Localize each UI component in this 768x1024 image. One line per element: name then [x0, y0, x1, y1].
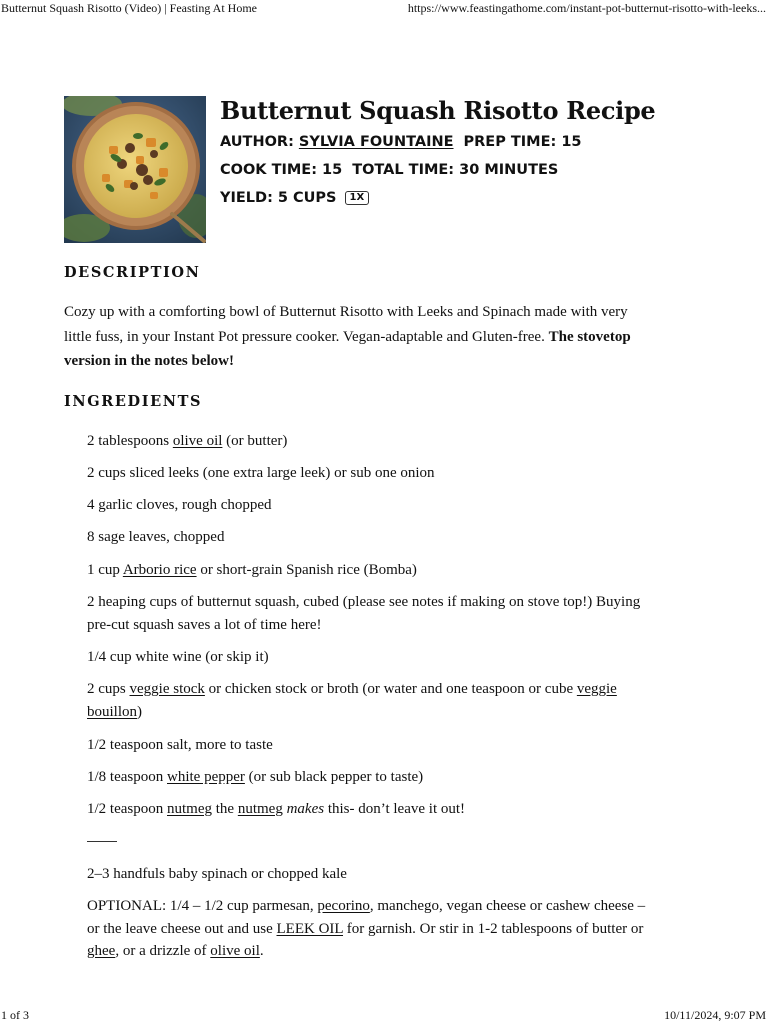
print-datetime: 10/11/2024, 9:07 PM: [664, 1008, 766, 1022]
ingredient-text: (or butter): [222, 433, 288, 449]
ingredient-text: .: [259, 943, 264, 959]
ingredients-heading: INGREDIENTS: [64, 393, 203, 410]
ingredient-text: 1/4 cup white wine (or skip it): [87, 649, 269, 665]
nutmeg-link-2[interactable]: nutmeg: [237, 801, 283, 817]
ghee-link[interactable]: ghee: [87, 943, 116, 959]
risotto-bowl-photo-icon: [64, 96, 206, 243]
ingredient-text: 1 cup: [87, 562, 123, 578]
veggie-bouillon-link[interactable]: veggie bouillon: [87, 681, 617, 720]
pecorino-link[interactable]: pecorino: [317, 898, 370, 914]
description-heading: DESCRIPTION: [64, 264, 201, 281]
ingredient-item: [87, 798, 657, 821]
yield-value: 5 CUPS: [277, 190, 337, 206]
ingredient-item: [87, 766, 657, 789]
meta-row-yield: [220, 188, 369, 208]
cook-time-value: 15: [322, 162, 343, 178]
ingredient-text: or short-grain Spanish rice (Bomba): [196, 562, 417, 578]
ingredient-text: 2 cups: [87, 681, 130, 697]
ingredient-item: [87, 430, 657, 453]
author-link[interactable]: SYLVIA FOUNTAINE: [298, 134, 454, 150]
ingredient-divider: [87, 841, 117, 842]
ingredient-text: 2 cups sliced leeks (one extra large leek) or sub one onion: [87, 465, 435, 481]
ingredient-item: [87, 678, 657, 723]
scale-button[interactable]: 1X: [345, 191, 370, 205]
ingredient-item: [87, 462, 657, 485]
ingredient-text: for garnish. Or stir in 1-2 tablespoons of butter or: [343, 920, 644, 937]
ingredient-item: [87, 526, 657, 549]
page-number: 1 of 3: [1, 1008, 29, 1022]
author-label: AUTHOR:: [220, 134, 294, 150]
ingredient-text: 2 tablespoons: [87, 433, 173, 449]
meta-row-author: [220, 132, 592, 152]
ingredient-item: [87, 494, 657, 517]
white-pepper-link[interactable]: white pepper: [167, 769, 245, 785]
ingredient-text: , manchego, vegan cheese or cashew cheese – or the leave cheese out and use: [87, 898, 646, 937]
description-text: [64, 300, 649, 374]
print-footer: [0, 1008, 768, 1024]
arborio-rice-link[interactable]: Arborio rice: [122, 562, 197, 578]
olive-oil-link-2[interactable]: olive oil: [210, 943, 260, 959]
ingredient-text: 1/2 teaspoon: [87, 801, 167, 817]
cook-time-label: COOK TIME:: [220, 162, 317, 178]
ingredient-text: 2 heaping cups of butternut squash, cubed (please see notes if making on stove top!) Buying pre-cut squash saves a lot of time here!: [87, 594, 641, 633]
total-time-value: 30 MINUTES: [459, 162, 559, 178]
ingredient-text: 1/2 teaspoon salt, more to taste: [87, 737, 273, 753]
print-header: [0, 0, 768, 18]
ingredient-text: OPTIONAL: 1/4 – 1/2 cup parmesan,: [87, 898, 318, 914]
ingredient-text: 8 sage leaves, chopped: [87, 529, 225, 545]
olive-oil-link[interactable]: olive oil: [172, 433, 223, 449]
ingredient-text: ): [137, 703, 143, 720]
ingredient-item: [87, 895, 657, 963]
ingredient-item: [87, 863, 657, 886]
ingredient-text: , or a drizzle of: [115, 943, 211, 959]
ingredient-item: [87, 591, 657, 636]
veggie-stock-link[interactable]: veggie stock: [129, 681, 205, 697]
ingredient-item: [87, 646, 657, 669]
total-time-label: TOTAL TIME:: [352, 162, 455, 178]
meta-row-times: [220, 160, 568, 180]
yield-label: YIELD:: [220, 190, 273, 206]
description-bold-note: The stovetop version in the notes below!: [64, 328, 631, 369]
ingredient-text: or chicken stock or broth (or water and one teaspoon or cube: [204, 681, 577, 697]
recipe-photo: [64, 96, 206, 243]
nutmeg-link[interactable]: nutmeg: [167, 801, 212, 817]
page-url[interactable]: https://www.feastingathome.com/instant-pot-butternut-risotto-with-leeks...: [407, 1, 766, 15]
ingredient-text: 4 garlic cloves, rough chopped: [87, 497, 272, 513]
description-body: Cozy up with a comforting bowl of Butternut Risotto with Leeks and Spinach made with very little fuss, in your Instant Pot pressure cooker. Vegan-adaptable and Gluten-free.: [64, 304, 628, 345]
ingredient-text: this- don’t leave it out!: [324, 801, 466, 817]
ingredient-text: 2–3 handfuls baby spinach or chopped kale: [87, 866, 347, 882]
ingredient-item: [87, 734, 657, 757]
ingredient-text: 1/8 teaspoon: [87, 769, 167, 785]
ingredient-text: the: [212, 801, 238, 817]
ingredient-text: (or sub black pepper to taste): [244, 769, 424, 785]
prep-time-value: 15: [561, 134, 582, 150]
leek-oil-link[interactable]: LEEK OIL: [276, 920, 344, 937]
ingredient-item: [87, 559, 657, 582]
recipe-title: Butternut Squash Risotto Recipe: [220, 96, 656, 125]
prep-time-label: PREP TIME:: [463, 134, 557, 150]
page-title: Butternut Squash Risotto (Video) | Feasting At Home: [1, 1, 258, 15]
ingredient-emphasis: makes: [286, 801, 325, 817]
